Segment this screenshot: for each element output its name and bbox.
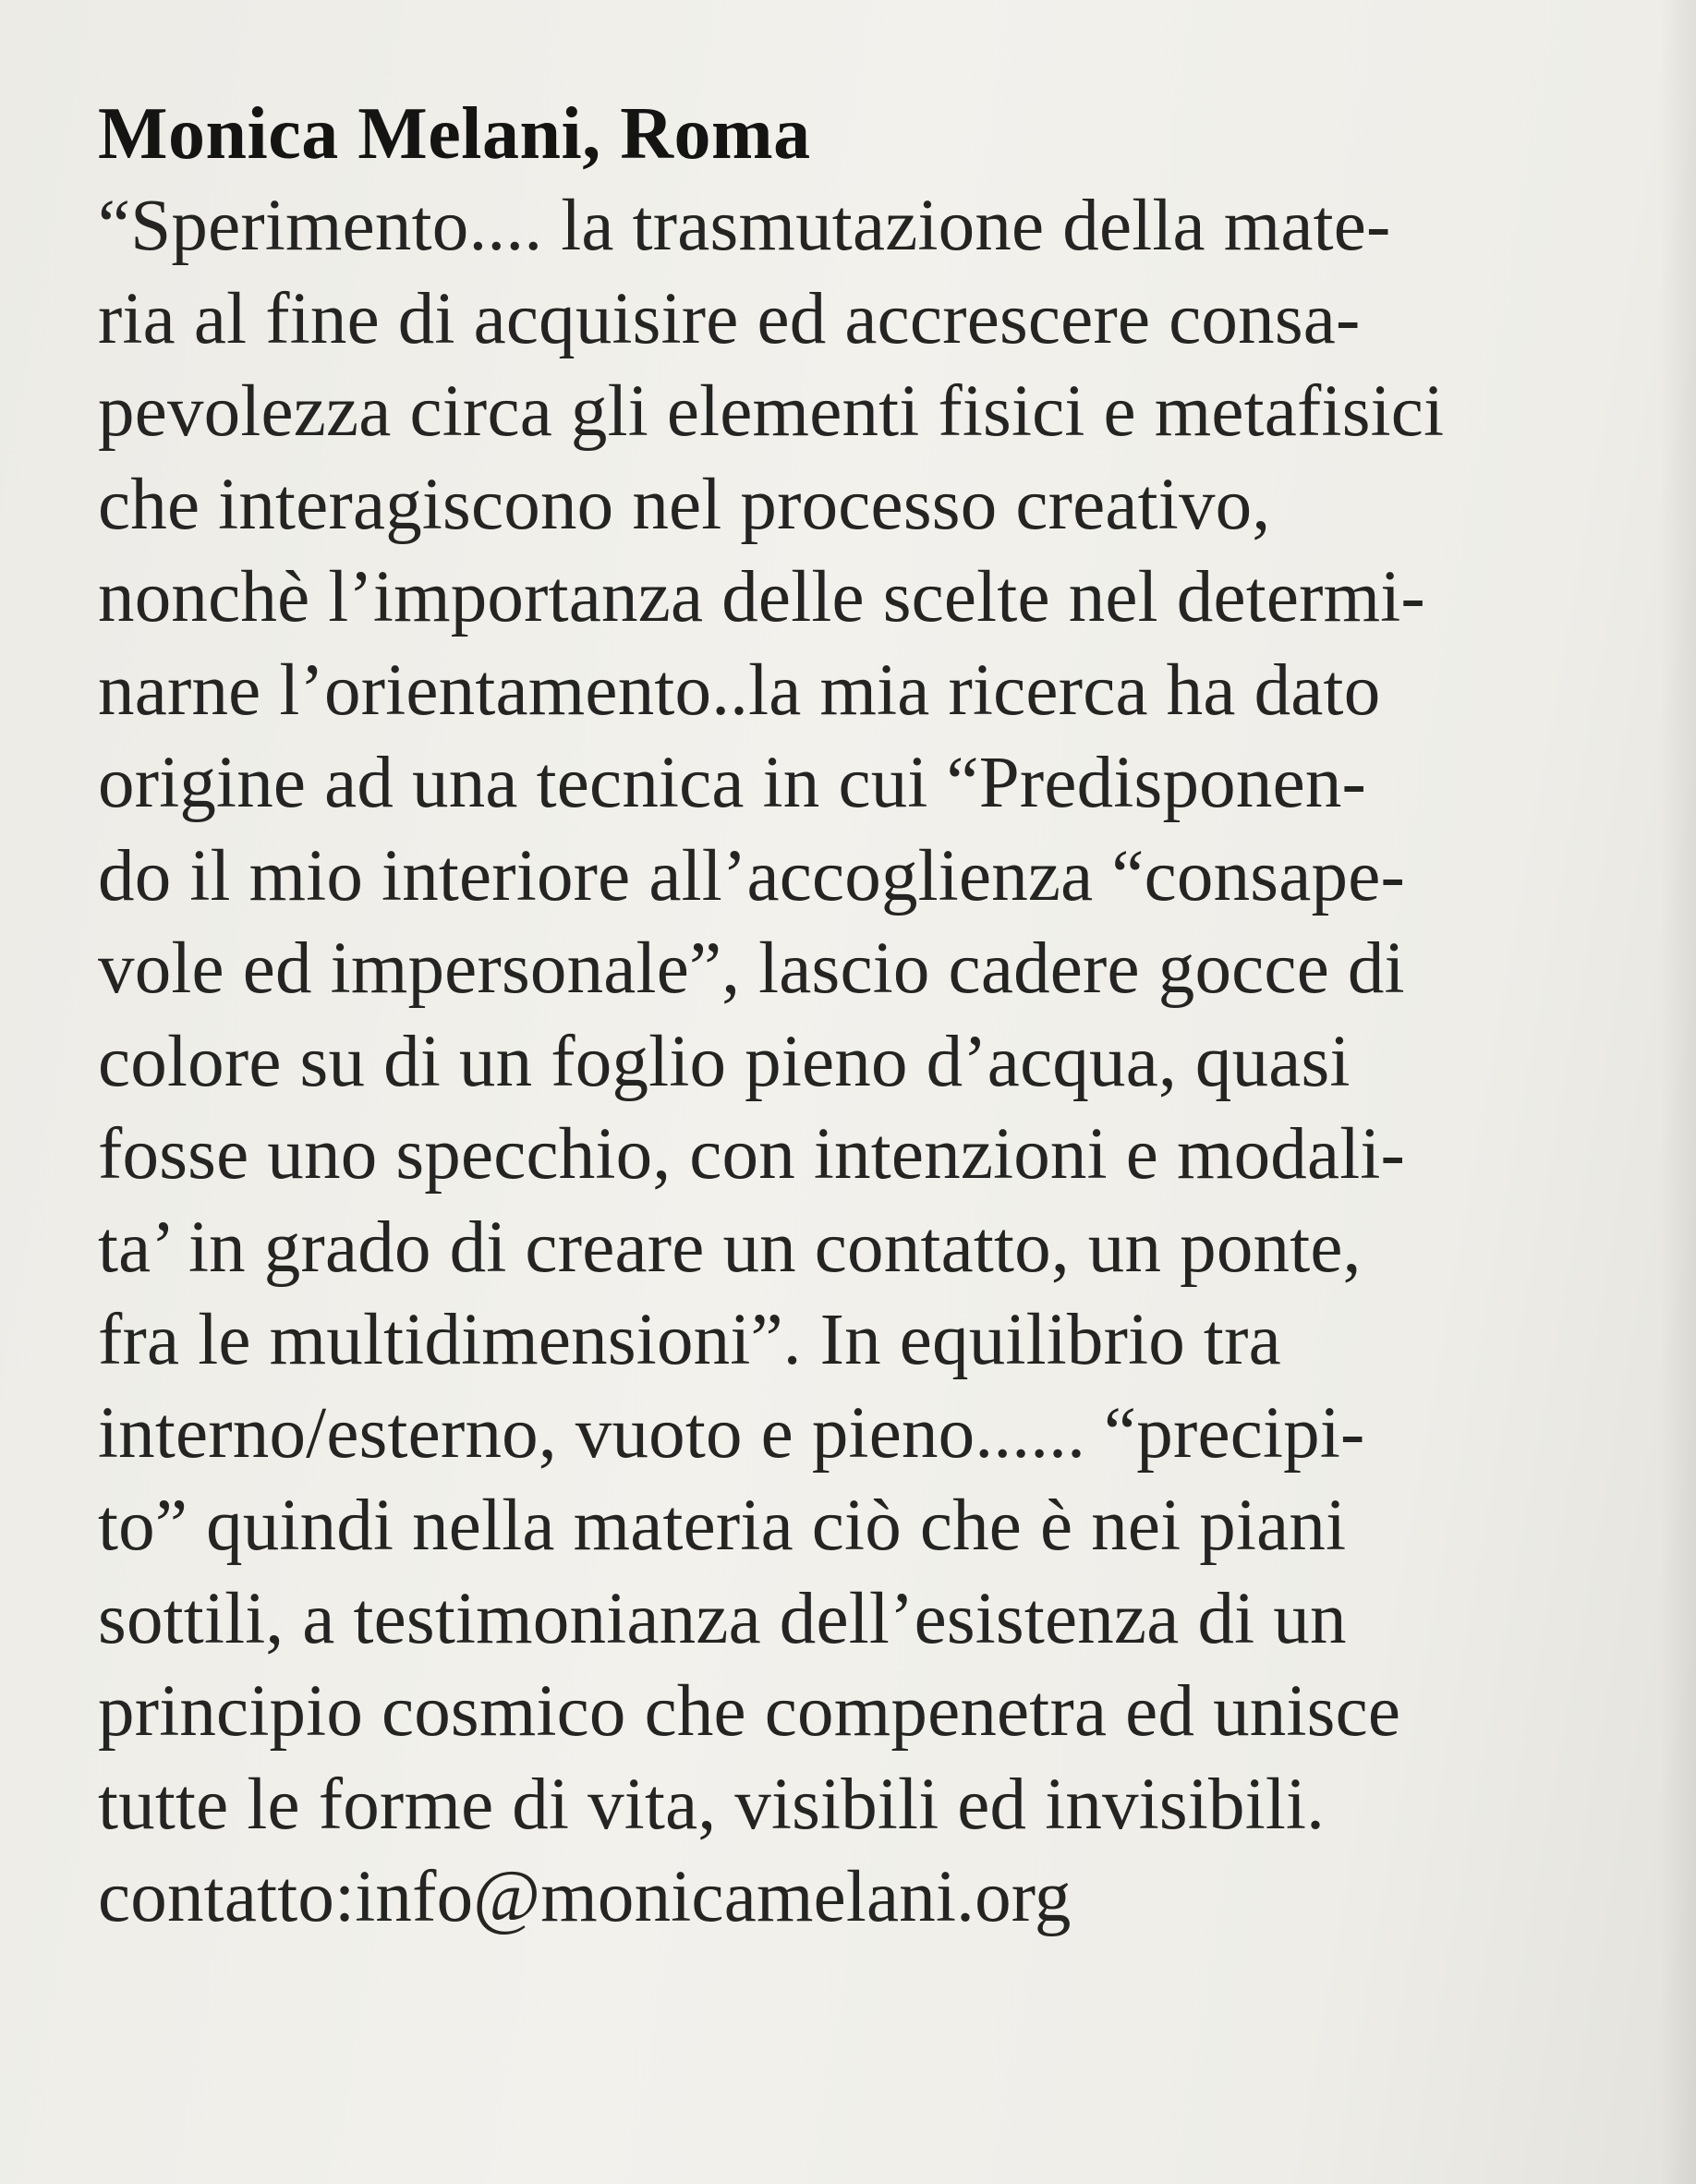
body-line: fra le multidimensioni”. In equilibrio tra — [98, 1300, 1281, 1380]
body-line: principio cosmico che compenetra ed unisce — [98, 1671, 1401, 1752]
article-title: Monica Melani, Roma — [98, 93, 811, 175]
contact-email-link[interactable]: contatto:info@monicamelani.org — [98, 1857, 1072, 1937]
article-body — [98, 180, 1668, 1851]
body-line: to” quindi nella materia ciò che è nei piani — [98, 1486, 1347, 1566]
body-line: vole ed impersonale”, lascio cadere gocce di — [98, 928, 1405, 1009]
body-line: pevolezza circa gli elementi fisici e metafisici — [98, 371, 1445, 452]
body-line: nonchè l’importanza delle scelte nel determi- — [98, 557, 1425, 637]
body-line: interno/esterno, vuoto e pieno...... “precipi- — [98, 1392, 1365, 1474]
body-line: narne l’orientamento..la mia ricerca ha dato — [98, 649, 1381, 731]
body-line: do il mio interiore all’accoglienza “consape- — [98, 835, 1405, 916]
body-line: colore su di un foglio pieno d’acqua, quasi — [98, 1021, 1351, 1102]
body-line: “Sperimento.... la trasmutazione della mate- — [98, 186, 1391, 266]
article — [98, 88, 1668, 1944]
body-line: origine ad una tecnica in cui “Predisponen- — [98, 743, 1367, 823]
body-line: che interagiscono nel processo creativo, — [98, 464, 1271, 545]
body-line: sottili, a testimonianza dell’esistenza di un — [98, 1578, 1347, 1659]
body-line: ria al fine di acquisire ed accrescere consa- — [98, 278, 1361, 359]
body-line: fosse uno specchio, con intenzioni e modali- — [98, 1114, 1406, 1195]
body-line: tutte le forme di vita, visibili ed invisibili. — [98, 1764, 1326, 1845]
body-line: ta’ in grado di creare un contatto, un ponte, — [98, 1207, 1362, 1288]
